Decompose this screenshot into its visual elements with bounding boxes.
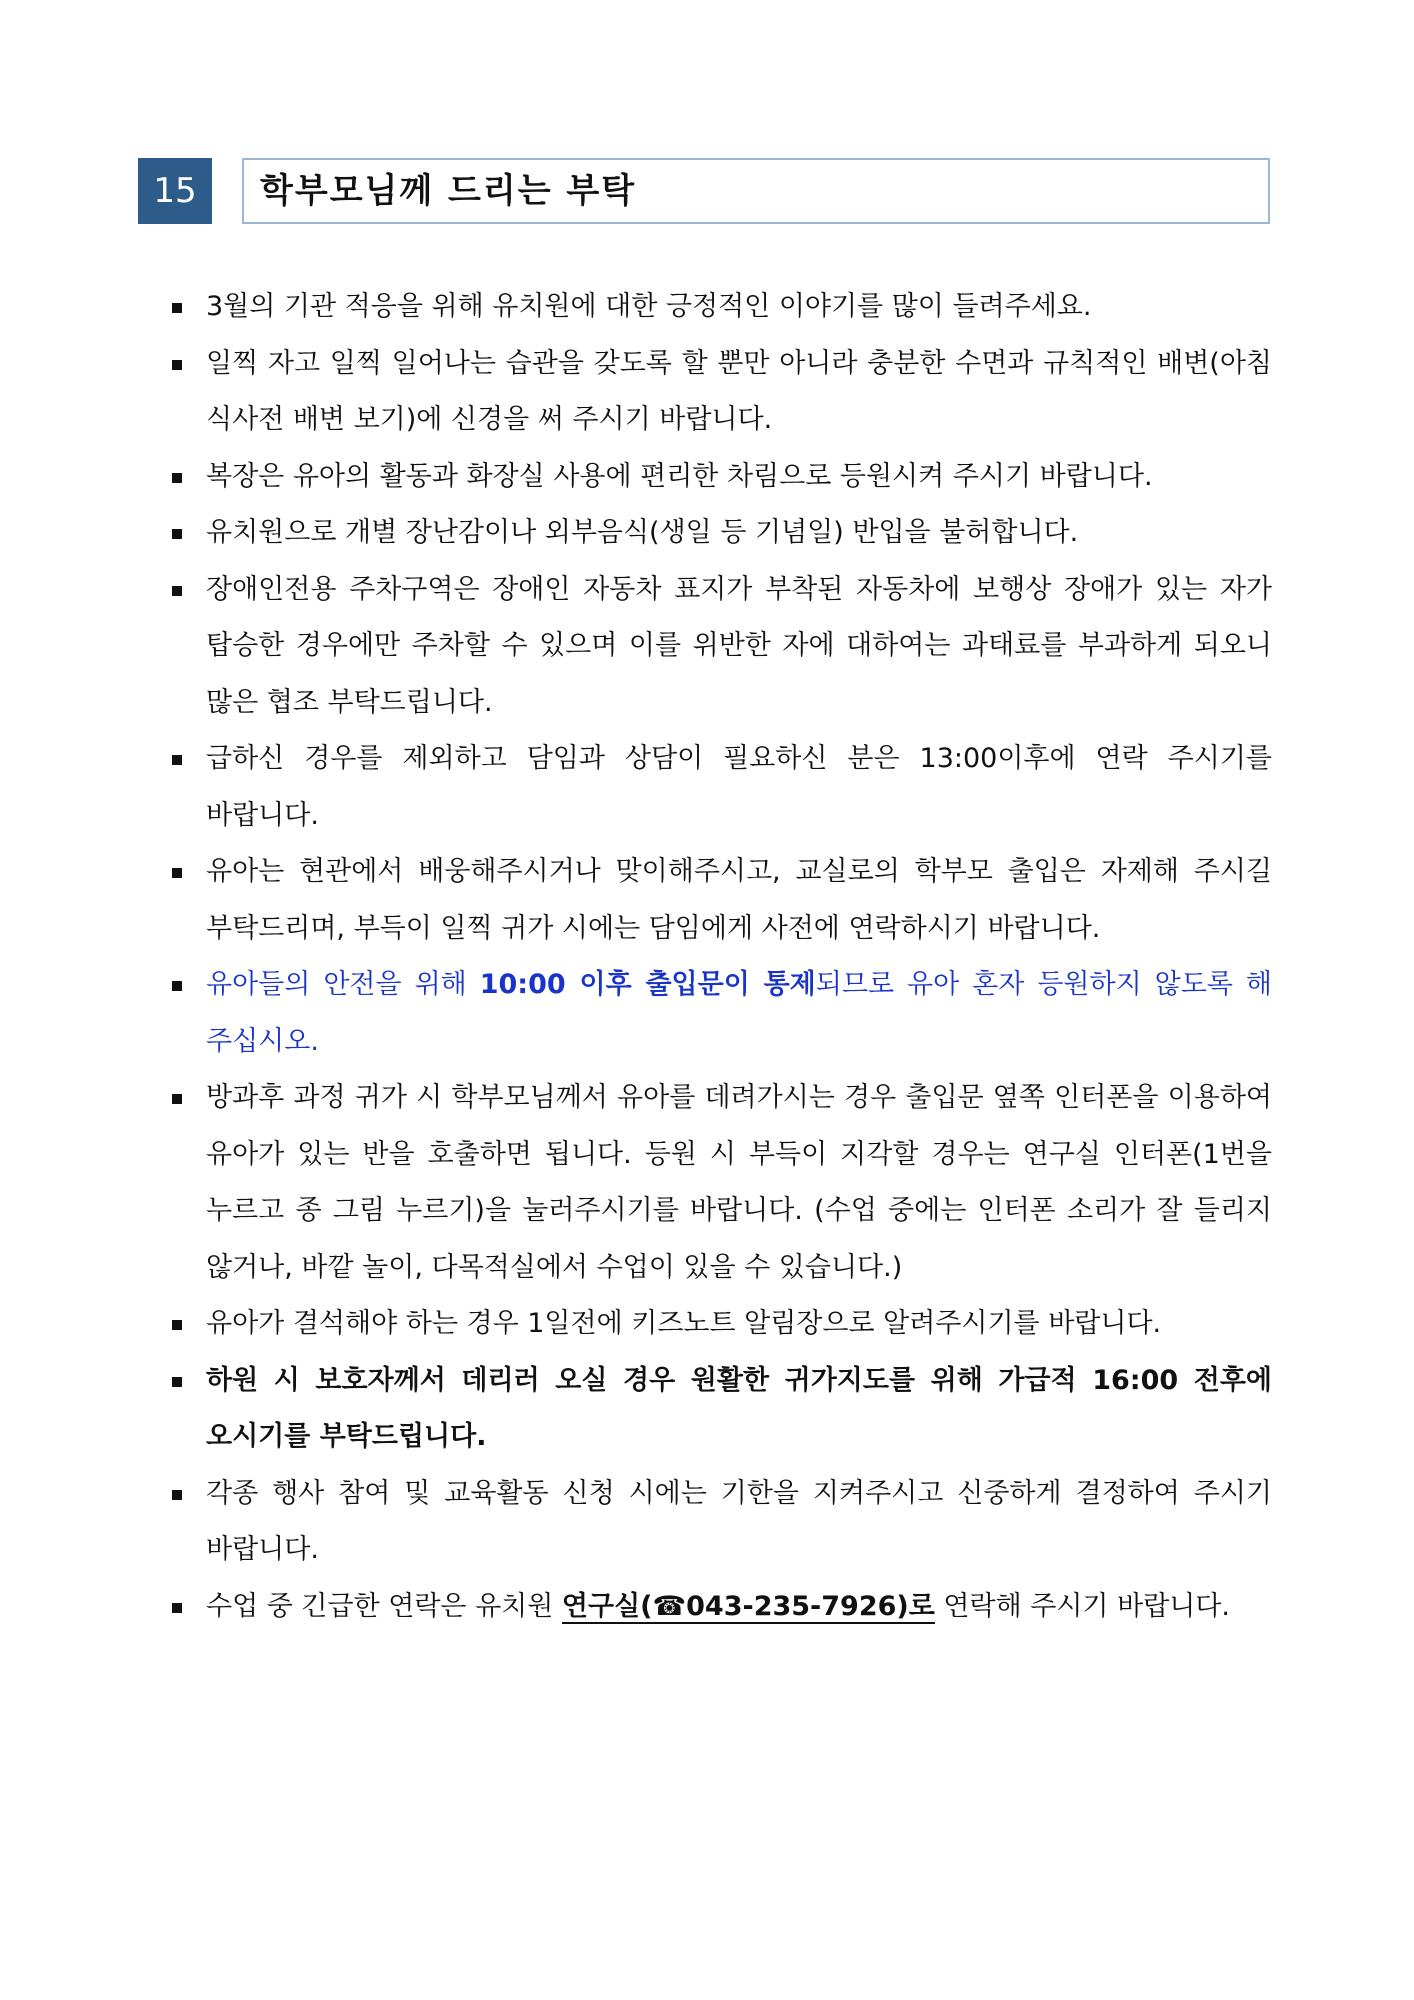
item-text: 일찍 자고 일찍 일어나는 습관을 갖도록 할 뿐만 아니라 충분한 수면과 규칙적인 배변(아침 식사전 배변 보기)에 신경을 써 주시기 바랍니다. <box>206 347 1272 435</box>
list-item <box>172 449 1272 506</box>
square-bullet-icon <box>172 755 182 765</box>
item-text: 각종 행사 참여 및 교육활동 신청 시에는 기한을 지켜주시고 신중하게 결정하여 주시기 바랍니다. <box>206 1477 1272 1565</box>
item-text: 장애인전용 주차구역은 장애인 자동차 표지가 부착된 자동차에 보행상 장애가 있는 자가 탑승한 경우에만 주차할 수 있으며 이를 위반한 자에 대하여는 과태료를 부과하게 되오니 많은 협조 부탁드립니다. <box>206 573 1272 718</box>
list-item <box>172 844 1272 957</box>
request-list <box>172 279 1272 1635</box>
square-bullet-icon <box>172 1377 182 1387</box>
item-text: 하원 시 보호자께서 데리러 오실 경우 원활한 귀가지도를 위해 가급적 16:00 전후에 오시기를 부탁드립니다. <box>206 1364 1272 1452</box>
item-text-bold: 10:00 이후 출입문이 통제 <box>479 969 816 1000</box>
list-item <box>172 1070 1272 1296</box>
square-bullet-icon <box>172 1603 182 1613</box>
list-item <box>172 505 1272 562</box>
list-item-pickup-notice <box>172 1353 1272 1466</box>
list-item <box>172 562 1272 732</box>
section-number: 15 <box>138 158 212 224</box>
square-bullet-icon <box>172 981 182 991</box>
section-title-box <box>242 158 1270 224</box>
item-text: 방과후 과정 귀가 시 학부모님께서 유아를 데려가시는 경우 출입문 옆쪽 인터폰을 이용하여 유아가 있는 반을 호출하면 됩니다. 등원 시 부득이 지각할 경우는 연구실 인터폰(1번을 누르고 종 그림 누르기)을 눌러주시기를 바랍니다. (수업 중에는 인터폰 소리가 잘 들리지 않거나, 바깥 놀이, 다목적실에서 수업이 있을 수 있습니다.) <box>206 1082 1272 1283</box>
list-item-safety-notice <box>172 957 1272 1070</box>
section-title: 학부모님께 드리는 부탁 <box>260 171 637 211</box>
square-bullet-icon <box>172 360 182 370</box>
item-text: 3월의 기관 적응을 위해 유치원에 대한 긍정적인 이야기를 많이 들려주세요. <box>206 291 1092 322</box>
list-item <box>172 279 1272 336</box>
square-bullet-icon <box>172 1320 182 1330</box>
item-text: 유치원으로 개별 장난감이나 외부음식(생일 등 기념일) 반입을 불허합니다. <box>206 517 1079 548</box>
item-text: 유아가 결석해야 하는 경우 1일전에 키즈노트 알림장으로 알려주시기를 바랍니다. <box>206 1308 1162 1339</box>
item-text-pre: 유아들의 안전을 위해 <box>206 969 480 1000</box>
item-text-pre: 수업 중 긴급한 연락은 유치원 <box>206 1590 562 1622</box>
contact-phone: 연구실(☎043-235-7926)로 <box>561 1590 935 1622</box>
item-text-post: 되므로 유아 혼자 등원하지 않도록 해 주십시오. <box>206 969 1272 1057</box>
list-item <box>172 336 1272 449</box>
item-text: 유아는 현관에서 배웅해주시거나 맞이해주시고, 교실로의 학부모 출입은 자제해 주시길 부탁드리며, 부득이 일찍 귀가 시에는 담임에게 사전에 연락하시기 바랍니다. <box>206 856 1272 944</box>
square-bullet-icon <box>172 1094 182 1104</box>
item-text: 복장은 유아의 활동과 화장실 사용에 편리한 차림으로 등원시켜 주시기 바랍니다. <box>206 460 1153 492</box>
list-item-contact <box>172 1579 1272 1636</box>
square-bullet-icon <box>172 868 182 878</box>
list-item <box>172 1296 1272 1353</box>
square-bullet-icon <box>172 586 182 596</box>
item-text-post: 연락해 주시기 바랍니다. <box>934 1590 1230 1622</box>
item-text: 급하신 경우를 제외하고 담임과 상담이 필요하신 분은 13:00이후에 연락 주시기를 바랍니다. <box>206 743 1272 831</box>
square-bullet-icon <box>172 473 182 483</box>
list-item <box>172 1466 1272 1579</box>
square-bullet-icon <box>172 303 182 313</box>
list-item <box>172 731 1272 844</box>
section-header <box>138 158 1270 224</box>
square-bullet-icon <box>172 1490 182 1500</box>
square-bullet-icon <box>172 529 182 539</box>
